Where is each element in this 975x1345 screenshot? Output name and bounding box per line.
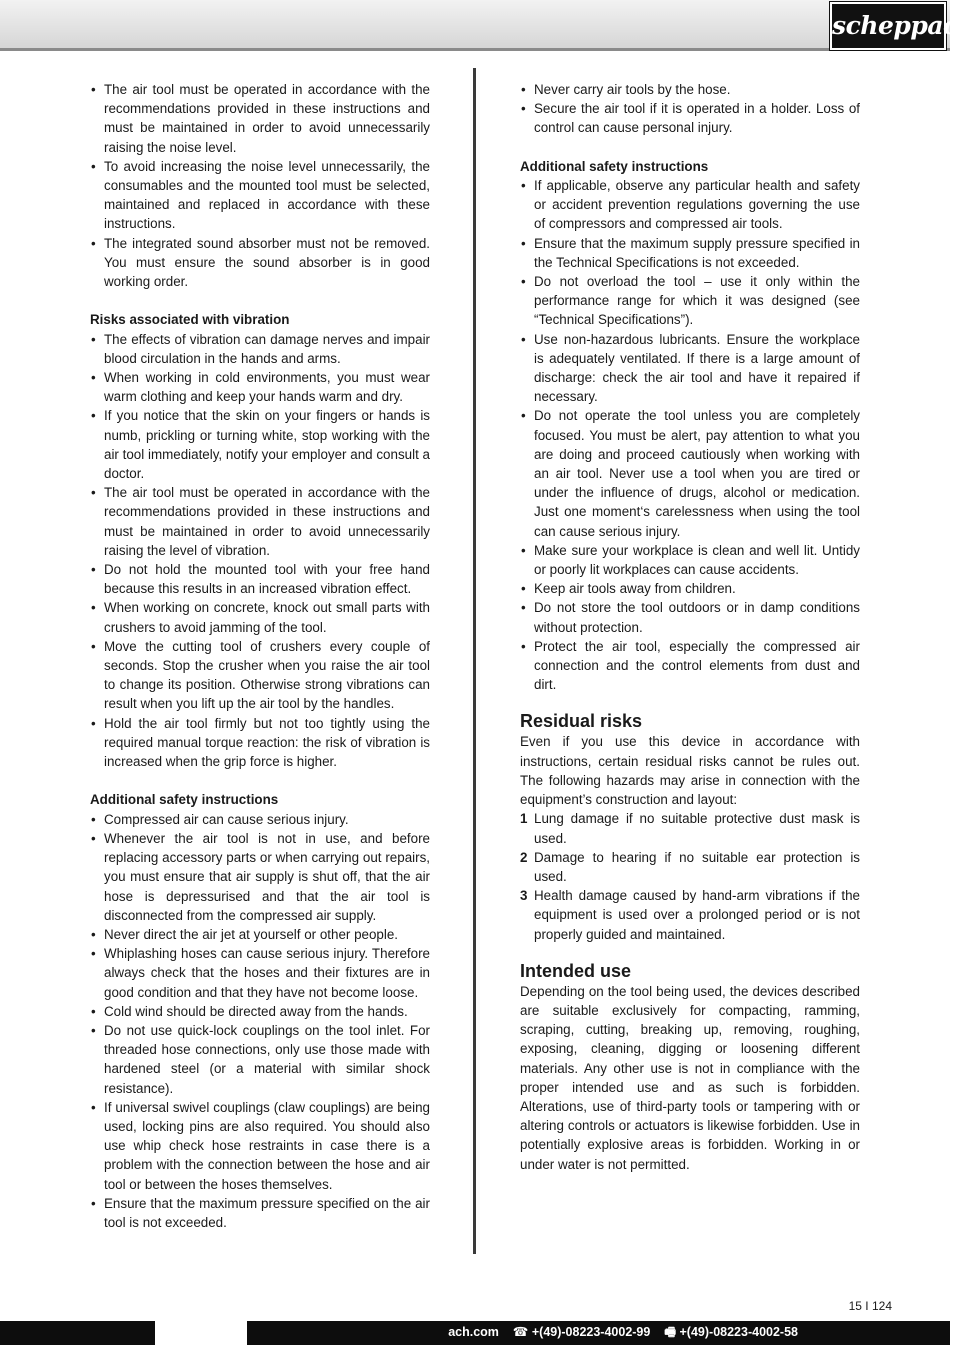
list-item: • Whiplashing hoses can cause serious injury. Therefore always check that the hoses and their fixtures are in good condition and that they have not become loose. — [90, 944, 430, 1002]
list-item: • When working in cold environments, you must wear warm clothing and keep your hands warm and dry. — [90, 368, 430, 406]
brand-logo: scheppach — [830, 2, 946, 50]
list-item: • Protect the air tool, especially the compressed air connection and the control elements from dust and dirt. — [520, 637, 860, 695]
item-number: 2 — [520, 849, 528, 865]
list-item: • The air tool must be operated in accordance with the recommendations provided in these instructions and must be maintained in order to avoid unnecessarily raising the level of vibration. — [90, 483, 430, 560]
list-item: • If you notice that the skin on your fingers or hands is numb, prickling or turning white, stop working with the air tool immediately, notify your employer and consult a doctor. — [90, 406, 430, 483]
list-item: • The air tool must be operated in accordance with the recommendations provided in these instructions and must be maintained in order to avoid unnecessarily raising the noise level. — [90, 80, 430, 157]
column-divider — [473, 68, 476, 1254]
additional-safety-list — [90, 810, 430, 1232]
vibration-list — [90, 330, 430, 772]
list-item: • Do not operate the tool unless you are completely focused. You must be alert, pay attention to what you are doing and proceed cautiously when working with an air tool. Never use a tool when you are tired or under the influence of drugs, alcohol or medication. Just one moment‘s carelessness when using the tool can cause serious injury. — [520, 406, 860, 540]
footer-bar — [0, 1321, 950, 1345]
list-item: • The effects of vibration can damage nerves and impair blood circulation in the hands and arms. — [90, 330, 430, 368]
intended-use-text: Depending on the tool being used, the devices described are suitable exclusively for compacting, ramming, scraping, cutting, breaking up, removing, roughing, exposing, cleaning, digging or loosening different materials. Any other use is not in compliance with the proper intended use and as such is forbidden. Alterations, use of third-party tools or tampering with or altering controls or actuators is likewise forbidden. Use in potentially explosive areas is forbidden. Working in or under water is not permitted. — [520, 983, 860, 1172]
list-item — [520, 886, 860, 944]
list-item: • Make sure your workplace is clean and well lit. Untidy or poorly lit workplaces can cause accidents. — [520, 541, 860, 579]
footer-gap — [155, 1321, 247, 1345]
additional-safety-heading: Additional safety instructions — [520, 158, 709, 174]
additional-safety-list — [520, 176, 860, 694]
vibration-heading: Risks associated with vibration — [90, 312, 290, 328]
list-item: • Use non-hazardous lubricants. Ensure the workplace is adequately ventilated. If there is a large amount of discharge: check the air tool and have it repaired if necessary. — [520, 330, 860, 407]
page-number: 15 I 124 — [848, 1299, 892, 1313]
list-item: • To avoid increasing the noise level unnecessarily, the consumables and the mounted tool must be selected, maintained and replaced in accordance with these instructions. — [90, 157, 430, 234]
right-column — [520, 80, 860, 1174]
list-item: • If applicable, observe any particular health and safety or accident prevention regulations governing the use of compressors and compressed air tools. — [520, 176, 860, 234]
list-item: • Cold wind should be directed away from the hands. — [90, 1002, 430, 1021]
item-number: 3 — [520, 888, 528, 904]
header-band — [0, 0, 950, 51]
list-item — [520, 809, 860, 847]
list-item: • Never carry air tools by the hose. — [520, 80, 860, 99]
hose-list — [520, 80, 860, 138]
list-item: • Secure the air tool if it is operated in a holder. Loss of control can cause personal injury. — [520, 99, 860, 137]
list-item: • Keep air tools away from children. — [520, 579, 860, 598]
list-item: • Ensure that the maximum pressure specified on the air tool is not exceeded. — [90, 1194, 430, 1232]
item-text: Health damage caused by hand-arm vibrations if the equipment is used over a prolonged period or is not properly guided and maintained. — [534, 888, 860, 942]
list-item: • Compressed air can cause serious injury. — [90, 810, 430, 829]
list-item: • Do not overload the tool – use it only within the performance range for which it was designed (see “Technical Specifications”). — [520, 272, 860, 330]
list-item: • If universal swivel couplings (claw couplings) are being used, locking pins are also required. You should also use whip check hose restraints in case there is a problem with the connection between the hose and air tool or between the hoses themselves. — [90, 1098, 430, 1194]
list-item — [520, 848, 860, 886]
residual-risks-list — [520, 809, 860, 943]
list-item: • Do not use quick-lock couplings on the tool inlet. For threaded hose connections, only use those made with hardened steel (or a material with similar shock resistance). — [90, 1021, 430, 1098]
noise-list — [90, 80, 430, 291]
left-column — [90, 80, 430, 1232]
item-text: Lung damage if no suitable protective dust mask is used. — [534, 811, 860, 846]
list-item: • Do not hold the mounted tool with your free hand because this results in an increased vibration effect. — [90, 560, 430, 598]
footer-contact: ach.com ☎ +(49)-08223-4002-99 🖷 +(49)-08223-4002-58 — [448, 1325, 798, 1339]
list-item: • The integrated sound absorber must not be removed. You must ensure the sound absorber is in good working order. — [90, 234, 430, 292]
list-item: • Never direct the air jet at yourself or other people. — [90, 925, 430, 944]
list-item: • Move the cutting tool of crushers every couple of seconds. Stop the crusher when you raise the air tool to change its position. Otherwise strong vibrations can result when you lift up the air tool by the handles. — [90, 637, 430, 714]
additional-safety-heading: Additional safety instructions — [90, 792, 279, 808]
residual-risks-heading: Residual risks — [520, 711, 643, 732]
list-item: • Do not store the tool outdoors or in damp conditions without protection. — [520, 598, 860, 636]
list-item: • Hold the air tool firmly but not too tightly using the required manual torque reaction: the risk of vibration is increased when the grip force is higher. — [90, 714, 430, 772]
item-number: 1 — [520, 811, 528, 827]
list-item: • Whenever the air tool is not in use, and before replacing accessory parts or when carrying out repairs, you must ensure that air supply is shut off, that the air hose is depressurised and that the air tool is disconnected from the compressed air supply. — [90, 829, 430, 925]
list-item: • Ensure that the maximum supply pressure specified in the Technical Specifications is not exceeded. — [520, 234, 860, 272]
residual-risks-intro: Even if you use this device in accordance with instructions, certain residual risks cannot be rules out. The following hazards may arise in connection with the equipment’s construction and layout: — [520, 734, 860, 808]
intended-use-heading: Intended use — [520, 960, 632, 981]
item-text: Damage to hearing if no suitable ear protection is used. — [534, 849, 860, 884]
list-item: • When working on concrete, knock out small parts with crushers to avoid jamming of the tool. — [90, 598, 430, 636]
